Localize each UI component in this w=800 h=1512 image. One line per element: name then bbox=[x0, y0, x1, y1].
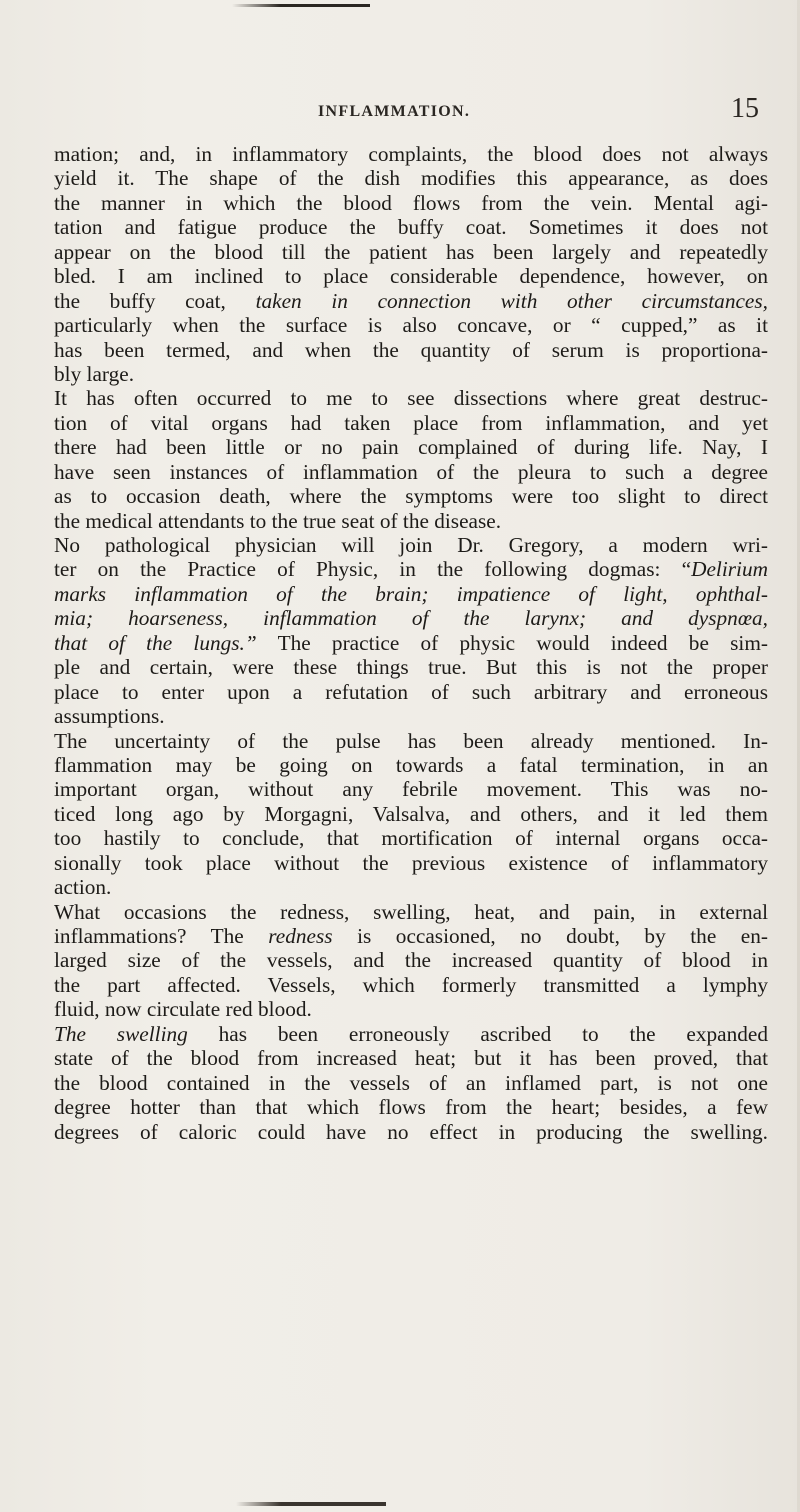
italic-phrase: taken in connection with other circumstances, bbox=[255, 288, 768, 313]
text-line: mation; and, in inflammatory complaints, the blood does not always bbox=[54, 142, 768, 166]
text-line: there had been little or no pain complained of during life. Nay, I bbox=[54, 435, 768, 460]
text-line bbox=[54, 924, 768, 948]
paragraph-start-line: The uncertainty of the pulse has been already mentioned. In- bbox=[54, 728, 768, 753]
italic-phrase: The swelling bbox=[54, 1021, 188, 1046]
running-title: INFLAMMATION. bbox=[318, 103, 471, 120]
text-run: ter on the Practice of Physic, in the following dogmas: “ bbox=[54, 557, 692, 582]
text-line: the blood contained in the vessels of an inflamed part, is not one bbox=[54, 1070, 768, 1095]
text-line: larged size of the vessels, and the increased quantity of blood in bbox=[54, 948, 768, 973]
paragraph-start-line bbox=[54, 1022, 768, 1046]
text-line: has been termed, and when the quantity of serum is proportiona- bbox=[54, 337, 768, 362]
text-line: particularly when the surface is also concave, or “ cupped,” as it bbox=[54, 313, 768, 338]
paragraph-end-line: the medical attendants to the true seat of the disease. bbox=[54, 508, 502, 533]
italic-line: marks inflammation of the brain; impatience of light, ophthal- bbox=[54, 581, 768, 606]
italic-phrase: that of the lungs.” bbox=[54, 630, 257, 655]
text-line: degree hotter than that which flows from the heart; besides, a few bbox=[54, 1095, 768, 1120]
paragraph-end-line: bly large. bbox=[54, 361, 135, 386]
paragraph-start-line: No pathological physician will join Dr. Gregory, a modern wri- bbox=[54, 533, 768, 557]
text-run: The practice of physic would indeed be sim- bbox=[256, 630, 768, 655]
text-line: bled. I am inclined to place considerable dependence, however, on bbox=[54, 264, 768, 289]
bottom-edge-rule bbox=[236, 1502, 386, 1506]
top-edge-rule bbox=[232, 4, 370, 7]
text-line: important organ, without any febrile movement. This was no- bbox=[54, 777, 768, 802]
text-run: the buffy coat, bbox=[54, 288, 226, 313]
paragraph-start-line: What occasions the redness, swelling, heat, and pain, in external bbox=[54, 899, 768, 924]
text-line: the manner in which the blood flows from the vein. Mental agi- bbox=[54, 190, 768, 215]
text-line: as to occasion death, where the symptoms were too slight to direct bbox=[54, 484, 768, 509]
italic-phrase: Delirium bbox=[691, 557, 768, 582]
text-line: ple and certain, were these things true. But this is not the proper bbox=[54, 655, 768, 680]
text-line: degrees of caloric could have no effect in producing the swelling. bbox=[54, 1119, 768, 1144]
italic-line: mia; hoarseness, inflammation of the larynx; and dyspnœa, bbox=[54, 606, 768, 631]
italic-phrase: redness bbox=[268, 924, 333, 948]
text-line: have seen instances of inflammation of the pleura to such a degree bbox=[54, 459, 768, 484]
text-line: flammation may be going on towards a fatal termination, in an bbox=[54, 752, 768, 777]
paragraph-start-line: It has often occurred to me to see dissections where great destruc- bbox=[54, 386, 768, 411]
text-line bbox=[54, 289, 768, 313]
text-run: is occasioned, no doubt, by the en- bbox=[332, 924, 768, 948]
text-run: inflammations? The bbox=[54, 924, 244, 948]
text-line: yield it. The shape of the dish modifies this appearance, as does bbox=[54, 166, 768, 191]
paragraph-end-line: fluid, now circulate red blood. bbox=[54, 997, 312, 1022]
text-line: too hastily to conclude, that mortification of internal organs occa- bbox=[54, 826, 768, 851]
text-line bbox=[54, 631, 768, 655]
text-line bbox=[54, 557, 768, 581]
text-line: tation and fatigue produce the buffy coat. Sometimes it does not bbox=[54, 215, 768, 240]
text-line: state of the blood from increased heat; but it has been proved, that bbox=[54, 1046, 768, 1071]
body-text bbox=[54, 142, 768, 1144]
text-line: ticed long ago by Morgagni, Valsalva, and others, and it led them bbox=[54, 801, 768, 826]
text-line: place to enter upon a refutation of such arbitrary and erroneous bbox=[54, 679, 768, 704]
text-line: tion of vital organs had taken place from inflammation, and yet bbox=[54, 410, 768, 435]
text-line: sionally took place without the previous existence of inflammatory bbox=[54, 850, 768, 875]
running-head bbox=[0, 93, 800, 133]
text-line: the part affected. Vessels, which formerly transmitted a lymphy bbox=[54, 972, 768, 997]
paragraph-end-line: action. bbox=[54, 875, 112, 900]
paragraph-end-line: assumptions. bbox=[54, 704, 165, 729]
text-line: appear on the blood till the patient has been largely and repeatedly bbox=[54, 239, 768, 264]
page-number: 15 bbox=[731, 93, 759, 124]
text-run: has been erroneously ascribed to the expanded bbox=[187, 1021, 768, 1046]
